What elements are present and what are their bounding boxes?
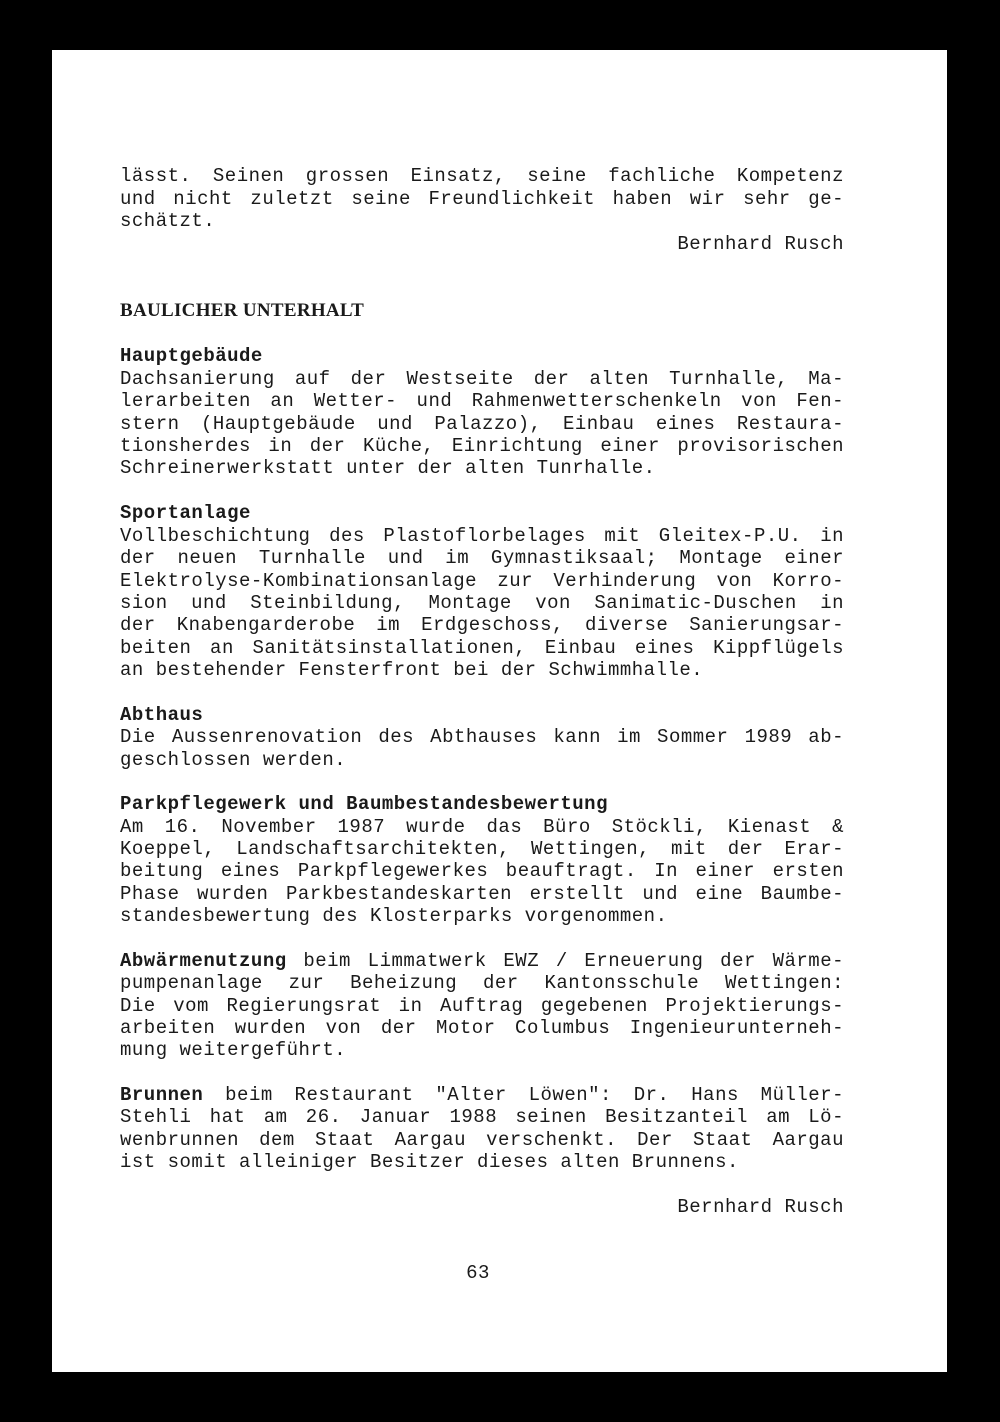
brunnen-line-3: wenbrunnen dem Staat Aargau verschenkt. Der Staat Aargau xyxy=(120,1129,844,1151)
sportanlage-line-7: an bestehender Fensterfront bei der Schwimmhalle. xyxy=(120,659,704,681)
brunnen-first-rest: beim Restaurant "Alter Löwen": Dr. Hans Müller- xyxy=(203,1084,844,1106)
hauptgebaeude-line-4: tionsherdes in der Küche, Einrichtung einer provisorischen xyxy=(120,435,844,457)
parkpflege-heading: Parkpflegewerk und Baumbestandesbewertung xyxy=(120,793,608,815)
brunnen-line-4: ist somit alleiniger Besitzer dieses alten Brunnens. xyxy=(120,1151,739,1173)
abthaus-heading: Abthaus xyxy=(120,704,204,726)
brunnen-line-1 xyxy=(120,1084,844,1106)
page-number: 63 xyxy=(466,1262,490,1284)
sportanlage-line-5: der Knabengarderobe im Erdgeschoss, diverse Sanierungsar- xyxy=(120,614,844,636)
intro-line-1: lässt. Seinen grossen Einsatz, seine fachliche Kompetenz xyxy=(120,165,844,187)
section-title: BAULICHER UNTERHALT xyxy=(120,300,365,321)
hauptgebaeude-heading: Hauptgebäude xyxy=(120,345,263,367)
sportanlage-line-6: beiten an Sanitätsinstallationen, Einbau eines Kippflügels xyxy=(120,637,844,659)
sportanlage-line-3: Elektrolyse-Kombinationsanlage zur Verhinderung von Korro- xyxy=(120,570,844,592)
abwaerme-lead: Abwärmenutzung xyxy=(120,950,287,972)
abthaus-line-2: geschlossen werden. xyxy=(120,749,347,771)
document-page xyxy=(52,50,947,1372)
abthaus-line-1: Die Aussenrenovation des Abthauses kann im Sommer 1989 ab- xyxy=(120,726,844,748)
intro-signature: Bernhard Rusch xyxy=(677,233,844,255)
brunnen-line-2: Stehli hat am 26. Januar 1988 seinen Besitzanteil am Lö- xyxy=(120,1106,844,1128)
hauptgebaeude-line-1: Dachsanierung auf der Westseite der alten Turnhalle, Ma- xyxy=(120,368,844,390)
parkpflege-line-3: beitung eines Parkpflegewerkes beauftragt. In einer ersten xyxy=(120,860,844,882)
abwaerme-first-rest: beim Limmatwerk EWZ / Erneuerung der Wärme- xyxy=(286,950,844,972)
parkpflege-line-1: Am 16. November 1987 wurde das Büro Stöckli, Kienast & xyxy=(120,816,844,838)
sportanlage-line-1: Vollbeschichtung des Plastoflorbelages mit Gleitex-P.U. in xyxy=(120,525,844,547)
intro-line-2: und nicht zuletzt seine Freundlichkeit haben wir sehr ge- xyxy=(120,188,844,210)
brunnen-lead: Brunnen xyxy=(120,1084,204,1106)
sportanlage-heading: Sportanlage xyxy=(120,502,251,524)
sportanlage-line-4: sion und Steinbildung, Montage von Sanimatic-Duschen in xyxy=(120,592,844,614)
parkpflege-line-5: standesbewertung des Klosterparks vorgenommen. xyxy=(120,905,668,927)
sportanlage-line-2: der neuen Turnhalle und im Gymnastiksaal; Montage einer xyxy=(120,547,844,569)
parkpflege-line-4: Phase wurden Parkbestandeskarten erstellt und eine Baumbe- xyxy=(120,883,844,905)
hauptgebaeude-line-5: Schreinerwerkstatt unter der alten Tunrhalle. xyxy=(120,457,656,479)
abwaerme-line-2: pumpenanlage zur Beheizung der Kantonsschule Wettingen: xyxy=(120,972,844,994)
closing-signature: Bernhard Rusch xyxy=(677,1196,844,1218)
hauptgebaeude-line-2: lerarbeiten an Wetter- und Rahmenwetterschenkeln von Fen- xyxy=(120,390,844,412)
intro-line-3: schätzt. xyxy=(120,210,216,232)
abwaerme-line-4: arbeiten wurden von der Motor Columbus Ingenieurunterneh- xyxy=(120,1017,844,1039)
abwaerme-line-1 xyxy=(120,950,844,972)
abwaerme-line-3: Die vom Regierungsrat in Auftrag gegebenen Projektierungs- xyxy=(120,995,844,1017)
parkpflege-line-2: Koeppel, Landschaftsarchitekten, Wettingen, mit der Erar- xyxy=(120,838,844,860)
abwaerme-line-5: mung weitergeführt. xyxy=(120,1039,347,1061)
hauptgebaeude-line-3: stern (Hauptgebäude und Palazzo), Einbau eines Restaura- xyxy=(120,413,844,435)
